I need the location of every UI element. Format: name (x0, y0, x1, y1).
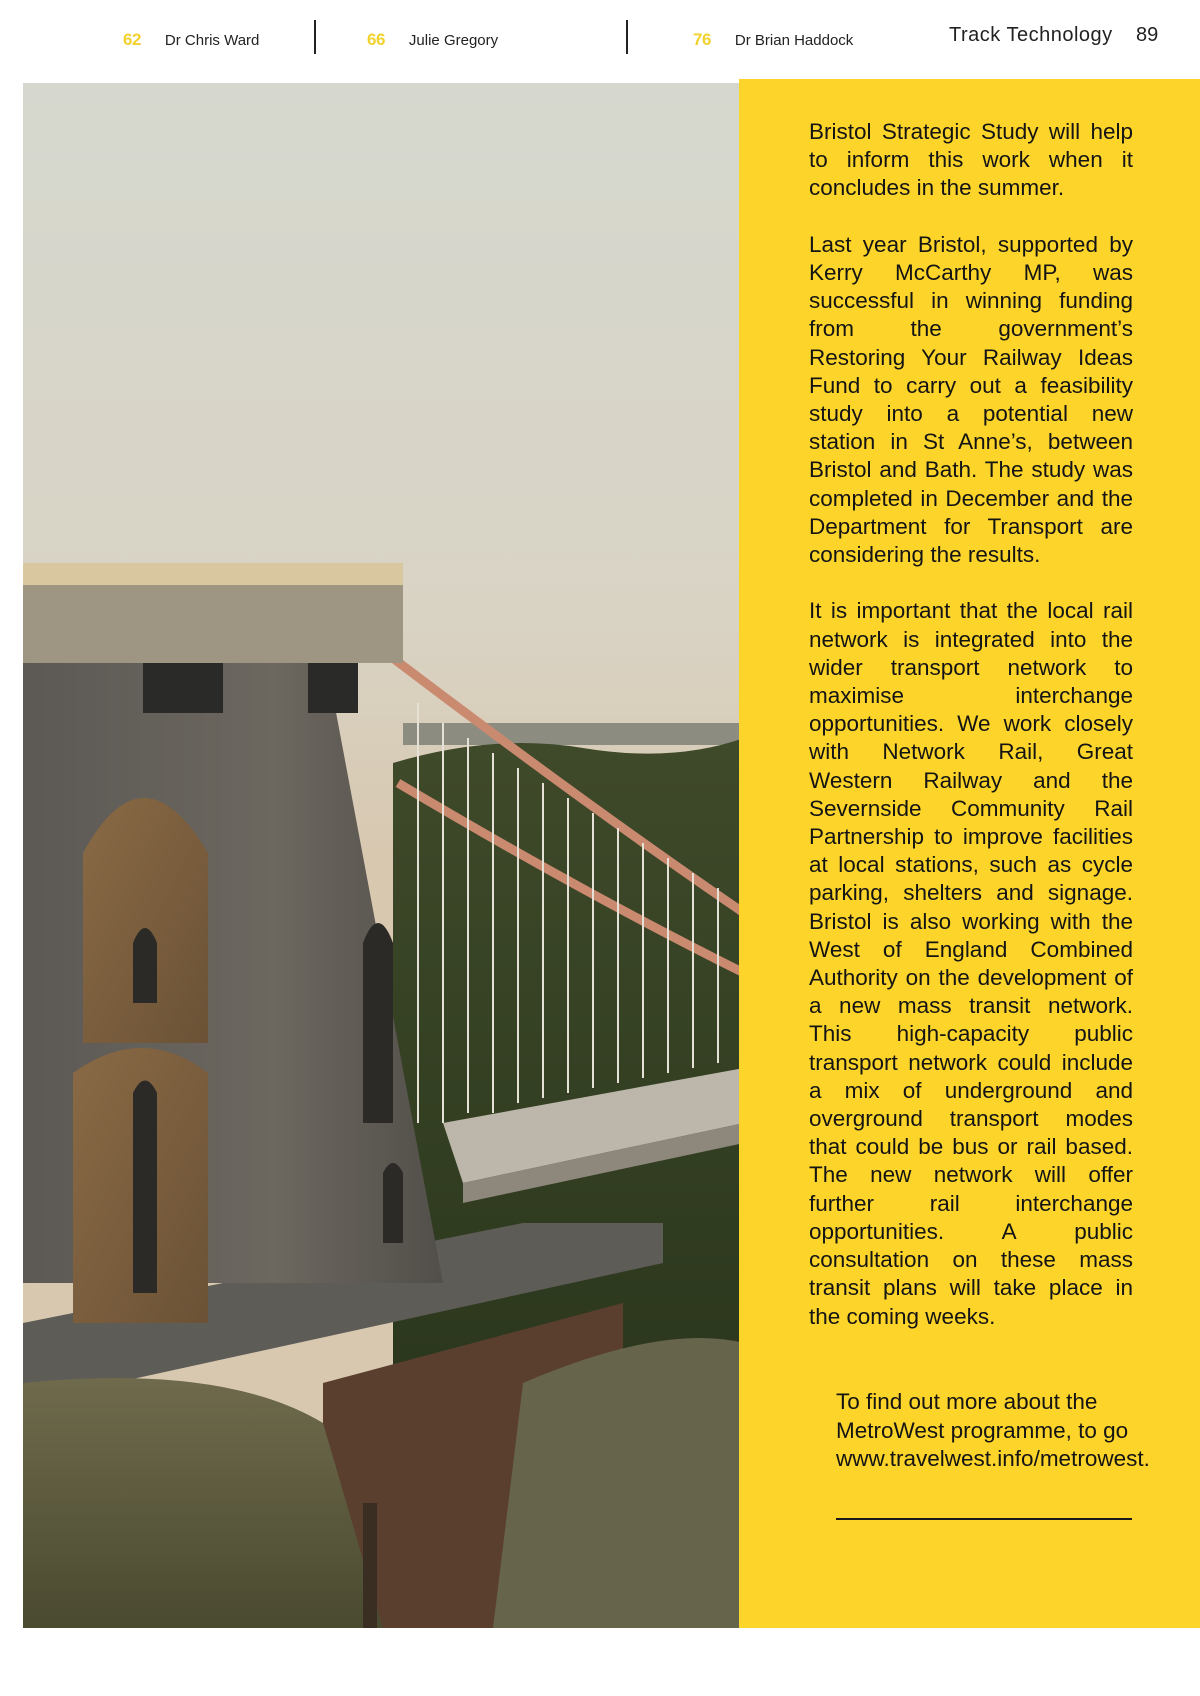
page-number: 89 (1136, 24, 1159, 46)
nav-author-name: Julie Gregory (408, 32, 499, 49)
bridge-photo (23, 83, 744, 1628)
nav-item-chris-ward[interactable] (123, 30, 259, 50)
nav-item-brian-haddock[interactable] (693, 30, 853, 50)
article-paragraph: It is important that the local rail network is integrated into the wider transport network to maximise interchange opportunities. We work closely with Network Rail, Great Western Railway and the Severnside Community Rail Partnership to improve facilities at local stations, such as cycle parking, shelters and signage. Bristol is also working with the West of England Combined Authority on the development of a new mass transit network. This high-capacity public transport network could include a mix of underground and overground transport modes that could be bus or rail based. The new network will offer further rail interchange opportunities. A public consultation on these mass transit plans will take place in the coming weeks. (809, 598, 1133, 1329)
nav-page-number: 62 (123, 30, 141, 49)
nav-author-name: Dr Brian Haddock (734, 32, 854, 49)
article-paragraph: Last year Bristol, supported by Kerry McCarthy MP, was successful in winning funding from the government’s Restoring Your Railway Ideas Fund to carry out a feasibility study into a potential new station in St Anne’s, between Bristol and Bath. The study was completed in December and the Department for Transport are considering the results. (809, 231, 1133, 568)
nav-item-julie-gregory[interactable] (367, 30, 498, 50)
article-paragraph: Bristol Strategic Study will help to inform this work when it concludes in the summer. (809, 119, 1133, 201)
article-body (809, 118, 1133, 1359)
section-title: Track Technology (949, 24, 1113, 46)
nav-page-number: 66 (367, 30, 385, 49)
nav-page-number: 76 (693, 30, 711, 49)
nav-divider (626, 20, 628, 54)
callout-rule (836, 1518, 1132, 1520)
metrowest-callout: To find out more about the MetroWest programme, to go www.travelwest.info/metrowest. (836, 1389, 1150, 1471)
nav-divider (314, 20, 316, 54)
nav-author-name: Dr Chris Ward (164, 32, 260, 49)
